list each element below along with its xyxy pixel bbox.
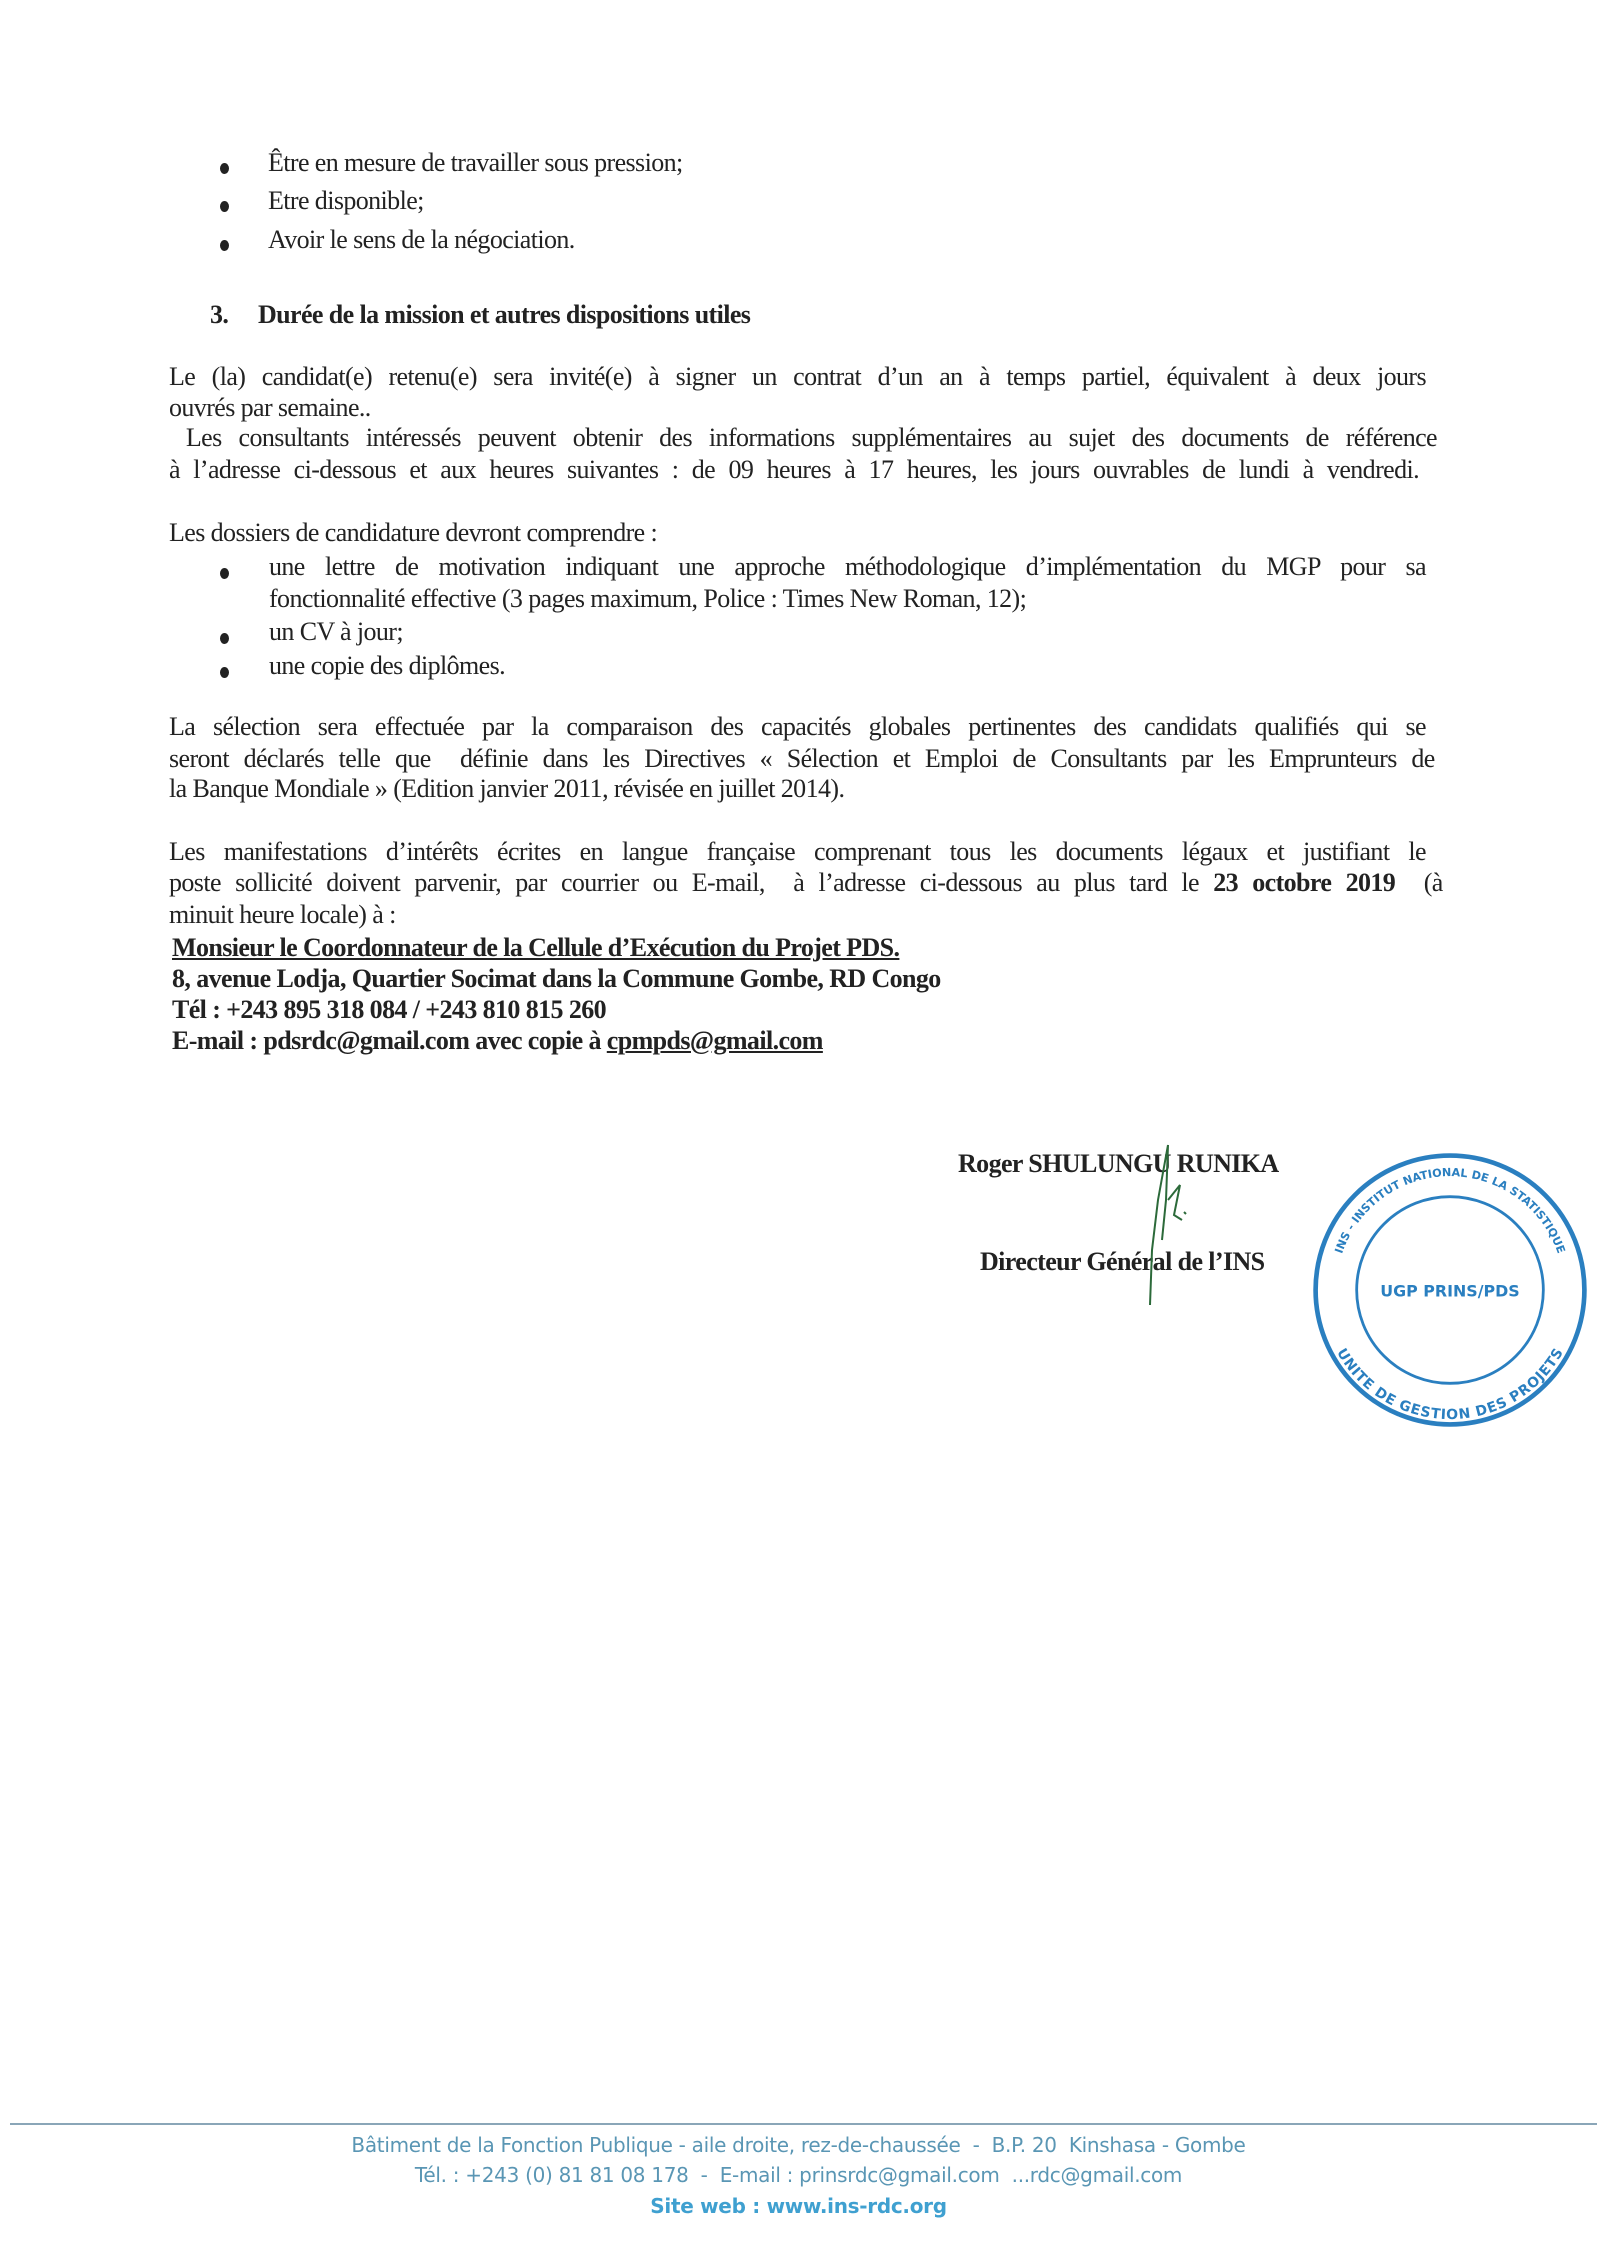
- paragraph-line: ouvrés par semaine..: [169, 393, 371, 422]
- deadline: 23 octobre 2019: [1213, 868, 1396, 897]
- paragraph-line: minuit heure locale) à :: [169, 900, 396, 929]
- paragraph-line: seront déclarés telle que définie dans les Directives « Sélection et Emploi de Consultants par les Emprunteurs de: [169, 744, 1435, 773]
- bullet-icon: [220, 163, 229, 174]
- svg-text:INS - INSTITUT NATIONAL DE LA: INS - INSTITUT NATIONAL DE LA STATISTIQUE: [1332, 1166, 1568, 1256]
- bullet-text: Avoir le sens de la négociation.: [268, 225, 575, 254]
- signatory-title: Directeur Général de l’INS: [980, 1247, 1265, 1276]
- recipient: Monsieur le Coordonnateur de la Cellule d’Exécution du Projet PDS.: [172, 933, 900, 962]
- paragraph-line: La sélection sera effectuée par la comparaison des capacités globales pertinentes des candidats qualifiés qui se: [169, 712, 1426, 741]
- svg-text:UNITE DE GESTION DES PROJETS: UNITE DE GESTION DES PROJETS: [1333, 1345, 1567, 1424]
- bullet-text: Être en mesure de travailler sous pression;: [268, 148, 683, 177]
- email: E-mail : pdsrdc@gmail.com avec copie à: [172, 1026, 607, 1055]
- footer-website: Site web : www.ins-rdc.org: [650, 2194, 947, 2218]
- bullet-text: Etre disponible;: [268, 186, 424, 215]
- paragraph-line: la Banque Mondiale » (Edition janvier 2011, révisée en juillet 2014).: [169, 774, 845, 803]
- footer-contact: Tél. : +243 (0) 81 81 08 178 - E-mail : prinsrdc@gmail.com ...rdc@gmail.com: [414, 2163, 1183, 2187]
- paragraph-line: Les consultants intéressés peuvent obtenir des informations supplémentaires au sujet des documents de référence: [169, 423, 1437, 452]
- text: (à: [1395, 868, 1443, 897]
- email-copy-link[interactable]: cpmpds@gmail.com: [606, 1026, 823, 1055]
- bullet-icon: [220, 667, 229, 678]
- official-stamp-icon: [1310, 1150, 1590, 1430]
- section-title: Durée de la mission et autres dispositions utiles: [258, 300, 751, 329]
- bullet-icon: [220, 633, 229, 644]
- dossier-item: un CV à jour;: [269, 617, 403, 646]
- bullet-icon: [220, 568, 229, 579]
- signature-icon: [1140, 1140, 1200, 1310]
- section-number: 3.: [210, 300, 229, 329]
- bullet-icon: [220, 201, 229, 212]
- phone: Tél : +243 895 318 084 / +243 810 815 260: [172, 995, 607, 1024]
- paragraph-line: Le (la) candidat(e) retenu(e) sera invité(e) à signer un contrat d’un an à temps partiel, équivalent à deux jours: [169, 362, 1426, 391]
- dossier-item: fonctionnalité effective (3 pages maximum, Police : Times New Roman, 12);: [269, 584, 1027, 613]
- svg-text:UGP PRINS/PDS: UGP PRINS/PDS: [1380, 1281, 1520, 1301]
- dossier-item: une lettre de motivation indiquant une approche méthodologique d’implémentation du MGP pour sa: [269, 552, 1426, 581]
- dossiers-intro: Les dossiers de candidature devront comprendre :: [169, 518, 658, 547]
- signatory-name: Roger SHULUNGU RUNIKA: [958, 1149, 1279, 1178]
- dossier-item: une copie des diplômes.: [269, 651, 506, 680]
- paragraph-line: [169, 868, 1443, 898]
- bullet-icon: [220, 240, 229, 251]
- text: poste sollicité doivent parvenir, par courrier ou E-mail, à l’adresse ci-dessous au plus tard le: [169, 868, 1214, 897]
- paragraph-line: Les manifestations d’intérêts écrites en langue française comprenant tous les documents légaux et justifiant le: [169, 837, 1426, 866]
- street-address: 8, avenue Lodja, Quartier Socimat dans la Commune Gombe, RD Congo: [172, 964, 941, 993]
- footer-address: Bâtiment de la Fonction Publique - aile droite, rez-de-chaussée - B.P. 20 Kinshasa - Gombe: [351, 2133, 1246, 2157]
- email-line: [172, 1026, 823, 1056]
- paragraph-line: à l’adresse ci-dessous et aux heures suivantes : de 09 heures à 17 heures, les jours ouvrables de lundi à vendredi.: [169, 455, 1419, 484]
- footer-divider: [10, 2123, 1597, 2125]
